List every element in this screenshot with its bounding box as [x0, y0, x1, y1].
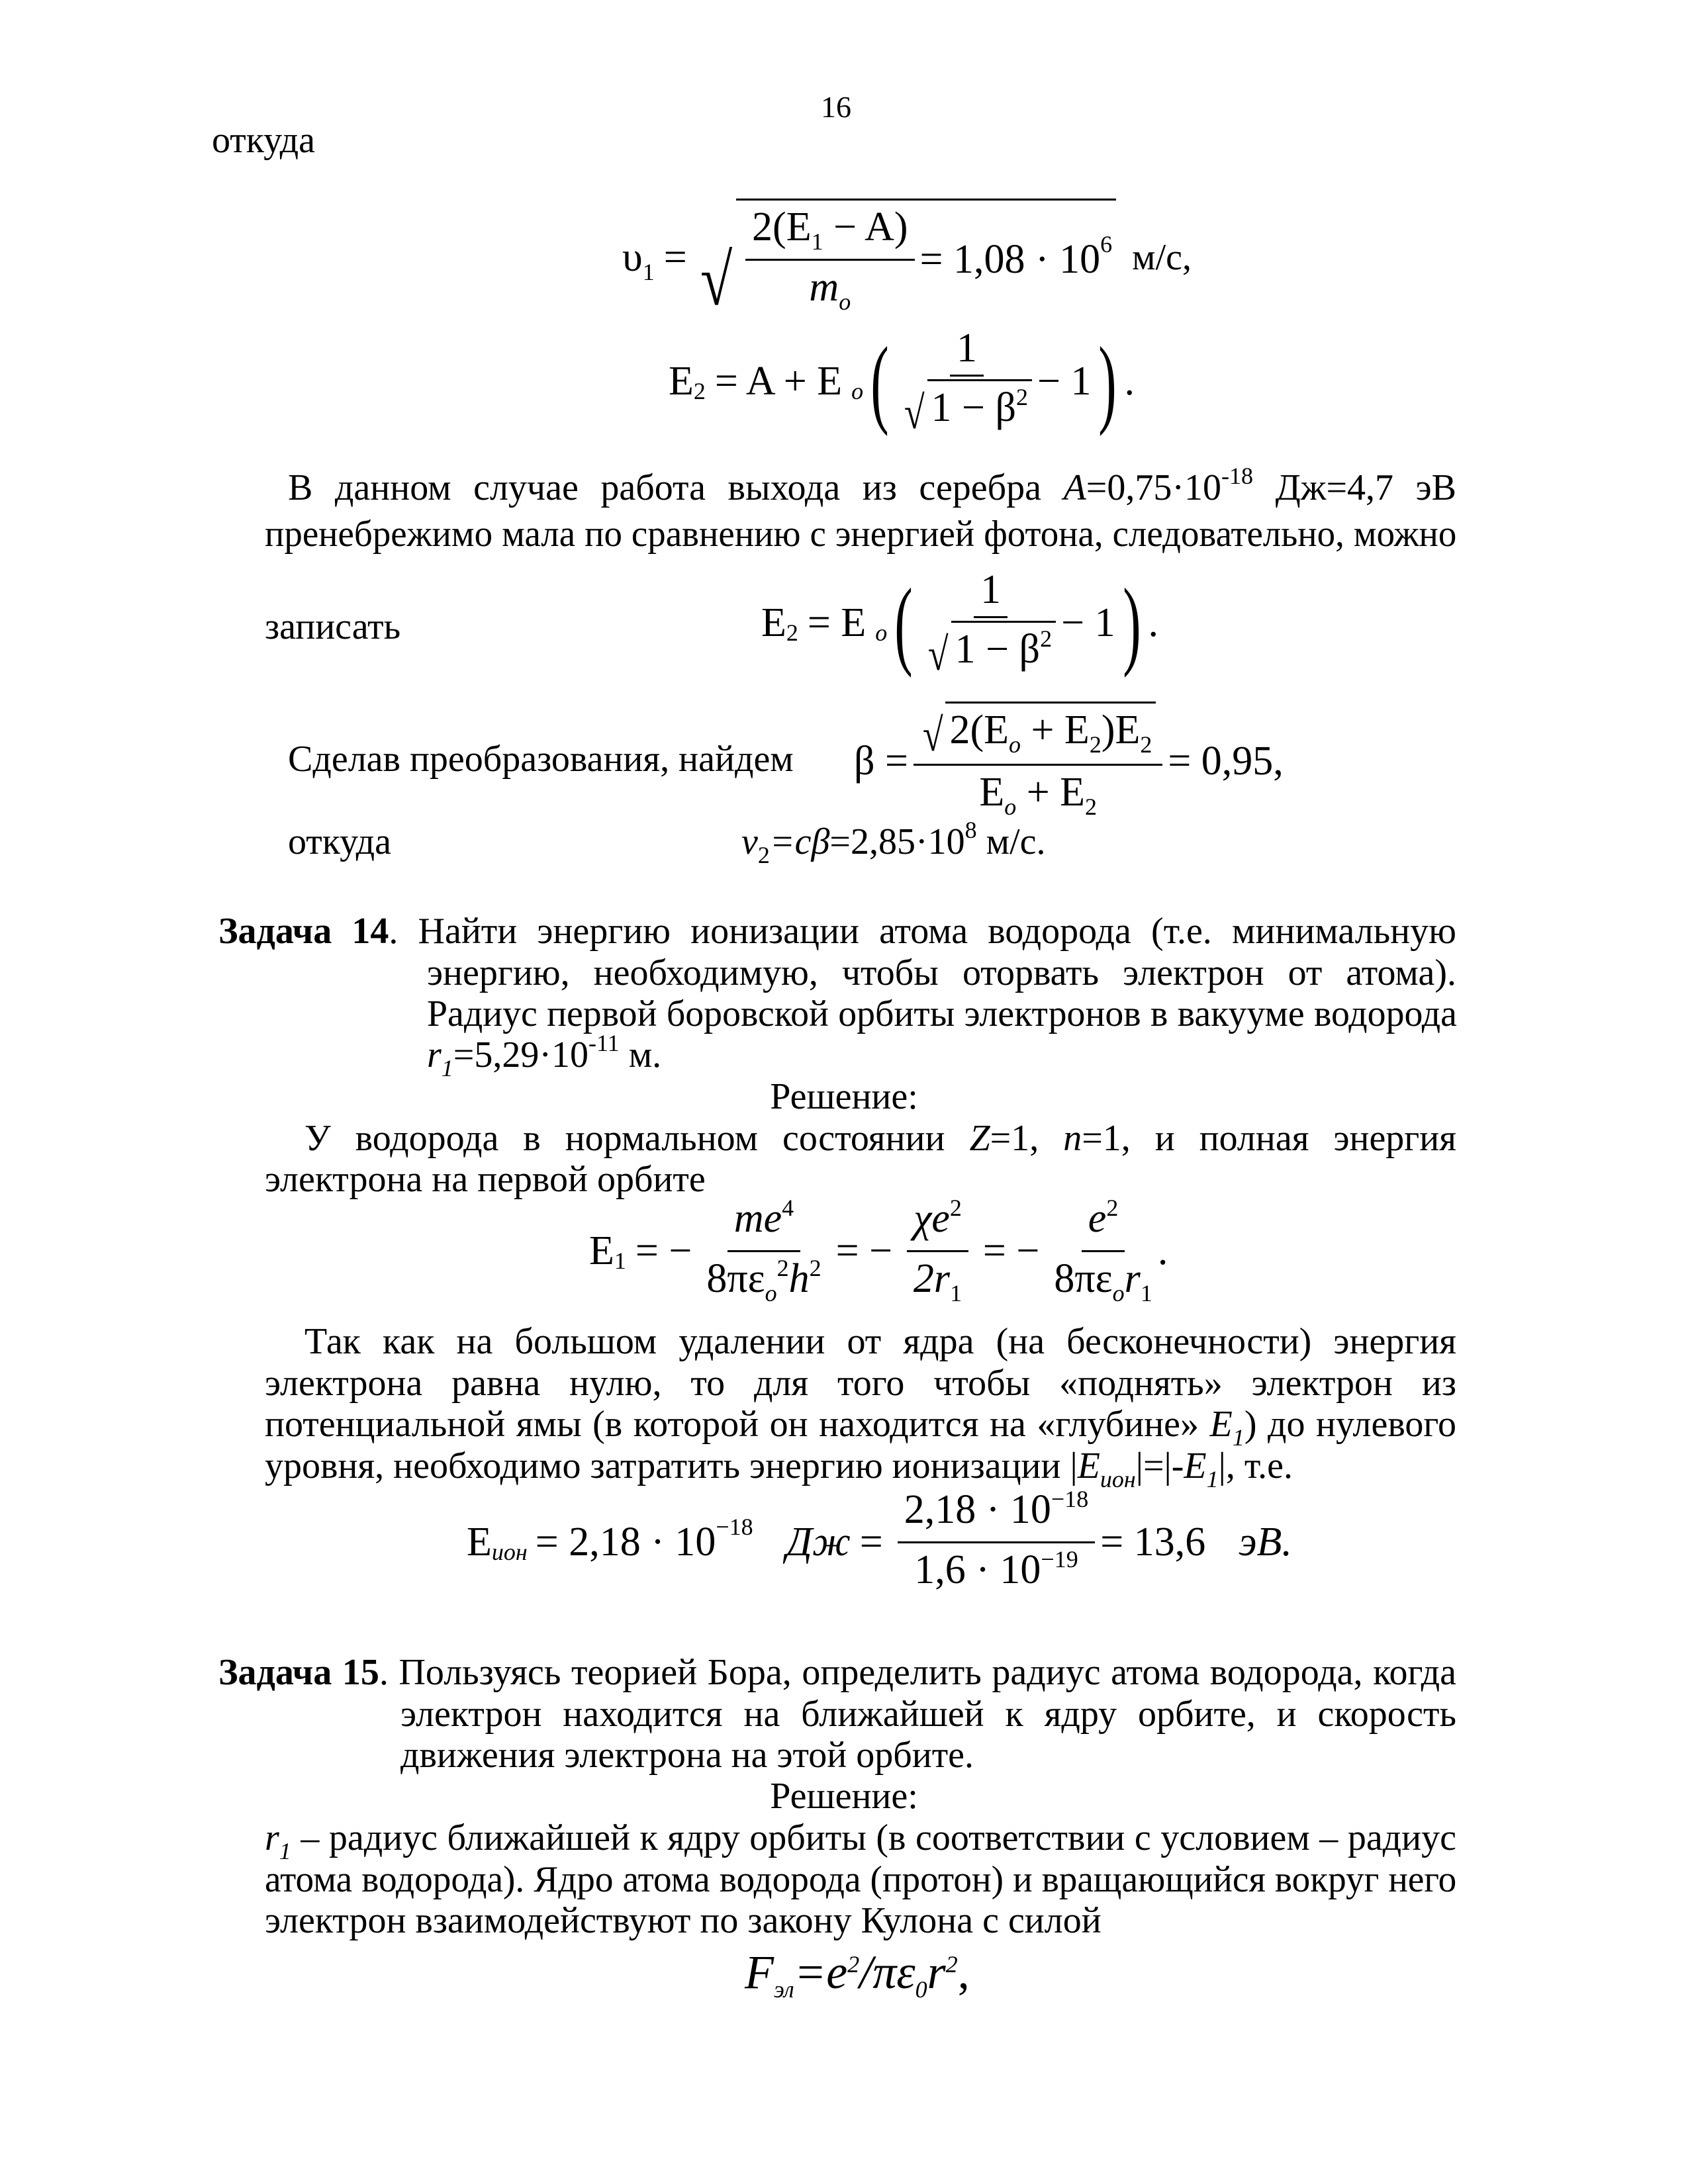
solution-heading: Решение:	[770, 1076, 918, 1117]
v1-lhs: $\upsilon_1$	[622, 234, 655, 285]
paragraph-line: электрона равна нулю, то для того чтобы «поднять» электрон из	[265, 1363, 1456, 1404]
paragraph-line: потенциальной ямы (в которой он находится на «глубине» $E_1$) до нулевого	[265, 1404, 1456, 1451]
equals: =	[663, 234, 687, 280]
text-otkuda-2: откуда	[288, 821, 391, 862]
task14-statement: Задача 14. Найти энергию ионизации атома водорода (т.е. минимальную	[218, 911, 1456, 952]
task14-line: энергию, необходимую, чтобы оторвать электрон от атома).	[427, 952, 1456, 993]
formula-coulomb-force: $F_{эл}=e^2/\pi\varepsilon_0r^2$,	[745, 1946, 970, 2003]
task15-statement: Задача 15. Пользуясь теорией Бора, определить радиус атома водорода, когда	[218, 1652, 1456, 1693]
paragraph-line: уровня, необходимо затратить энергию ионизации $|E_{ион}|=|-E_1|$, т.е.	[265, 1445, 1293, 1492]
formula-e1: E $_1$ = − $\frac{me^4}{8\pi\varepsilon_o^2h^2}$ = − $\frac{\chi e^2}{2r_1}$ = − $\frac{e^2}{8\pi\varepsilon_or_1}$ .	[589, 1195, 1168, 1306]
task14-title: Задача 14	[218, 911, 389, 952]
text-otkuda: откуда	[212, 120, 315, 161]
solution-line: $r_1$ – радиус ближайшей к ядру орбиты (в соответствии с условием – радиус	[265, 1817, 1456, 1864]
solution-line: электрон взаимодействуют по закону Кулона с силой	[265, 1900, 1102, 1941]
formula-v1	[622, 199, 1192, 320]
task15-line: движения электрона на этой орбите.	[400, 1735, 974, 1776]
paragraph-line: пренебрежимо мала по сравнению с энергией фотона, следовательно, можно	[265, 514, 1457, 555]
solution-line: атома водорода). Ядро атома водорода (протон) и вращающийся вокруг него	[265, 1859, 1457, 1900]
unit: м/с,	[1132, 237, 1192, 278]
text-transform: Сделав преобразования, найдем	[288, 739, 794, 780]
task15-title: Задача 15	[218, 1652, 379, 1693]
paragraph-line: В данном случае работа выхода из серебра $A=0,75\cdot 10^{-18}$ Дж=4,7 эВ	[288, 463, 1456, 508]
formula-beta: β = √ $2(E_o + E_2)E_2$ $E_o + E_2$ = 0,95,	[854, 702, 1284, 821]
paragraph-line: Так как на большом удалении от ядра (на бесконечности) энергия	[305, 1321, 1456, 1362]
formula-eion: E $_{ион}$ = 2,18 · 10 $^{-18}$ Дж = $\frac{2,18 \cdot 10^{-18}}{1,6 \cdot 10^{-19}}$ = 13,6 эВ.	[467, 1486, 1292, 1592]
formula-v2: $v_2=c\beta=2,85\cdot 10^8$ м/с.	[741, 817, 1046, 868]
task14-line: $r_1=5,29\cdot 10^{-11}$ м.	[427, 1030, 662, 1081]
solution-line: У водорода в нормальном состоянии Z=1, n=1, и полная энергия	[305, 1118, 1456, 1159]
page-number: 16	[821, 90, 851, 124]
formula-e2-full: E $_2$ = A + E $_o$ ( 1 √ $1 - \beta^2$ − 1 ) .	[669, 326, 1135, 439]
formula-e2-simplified: E $_2$ = E $_o$ ( 1 √ $1 - \beta^2$ − 1 ) .	[761, 567, 1159, 680]
task15-line: электрон находится на ближайшей к ядру орбите, и скорость	[400, 1694, 1456, 1735]
fraction: $\frac{2(E_1 - A)}{m_o}$	[745, 203, 915, 316]
text-zapisat: записать	[265, 606, 401, 647]
solution-line: электрона на первой орбите	[265, 1159, 706, 1200]
sqrt: √ $\frac{2(E_1 - A)}{m_o}$ = 1,08 · 10 $^6$	[696, 199, 1117, 316]
task14-line: Радиус первой боровской орбиты электронов в вакууме водорода	[427, 993, 1457, 1034]
solution-heading: Решение:	[770, 1776, 918, 1817]
